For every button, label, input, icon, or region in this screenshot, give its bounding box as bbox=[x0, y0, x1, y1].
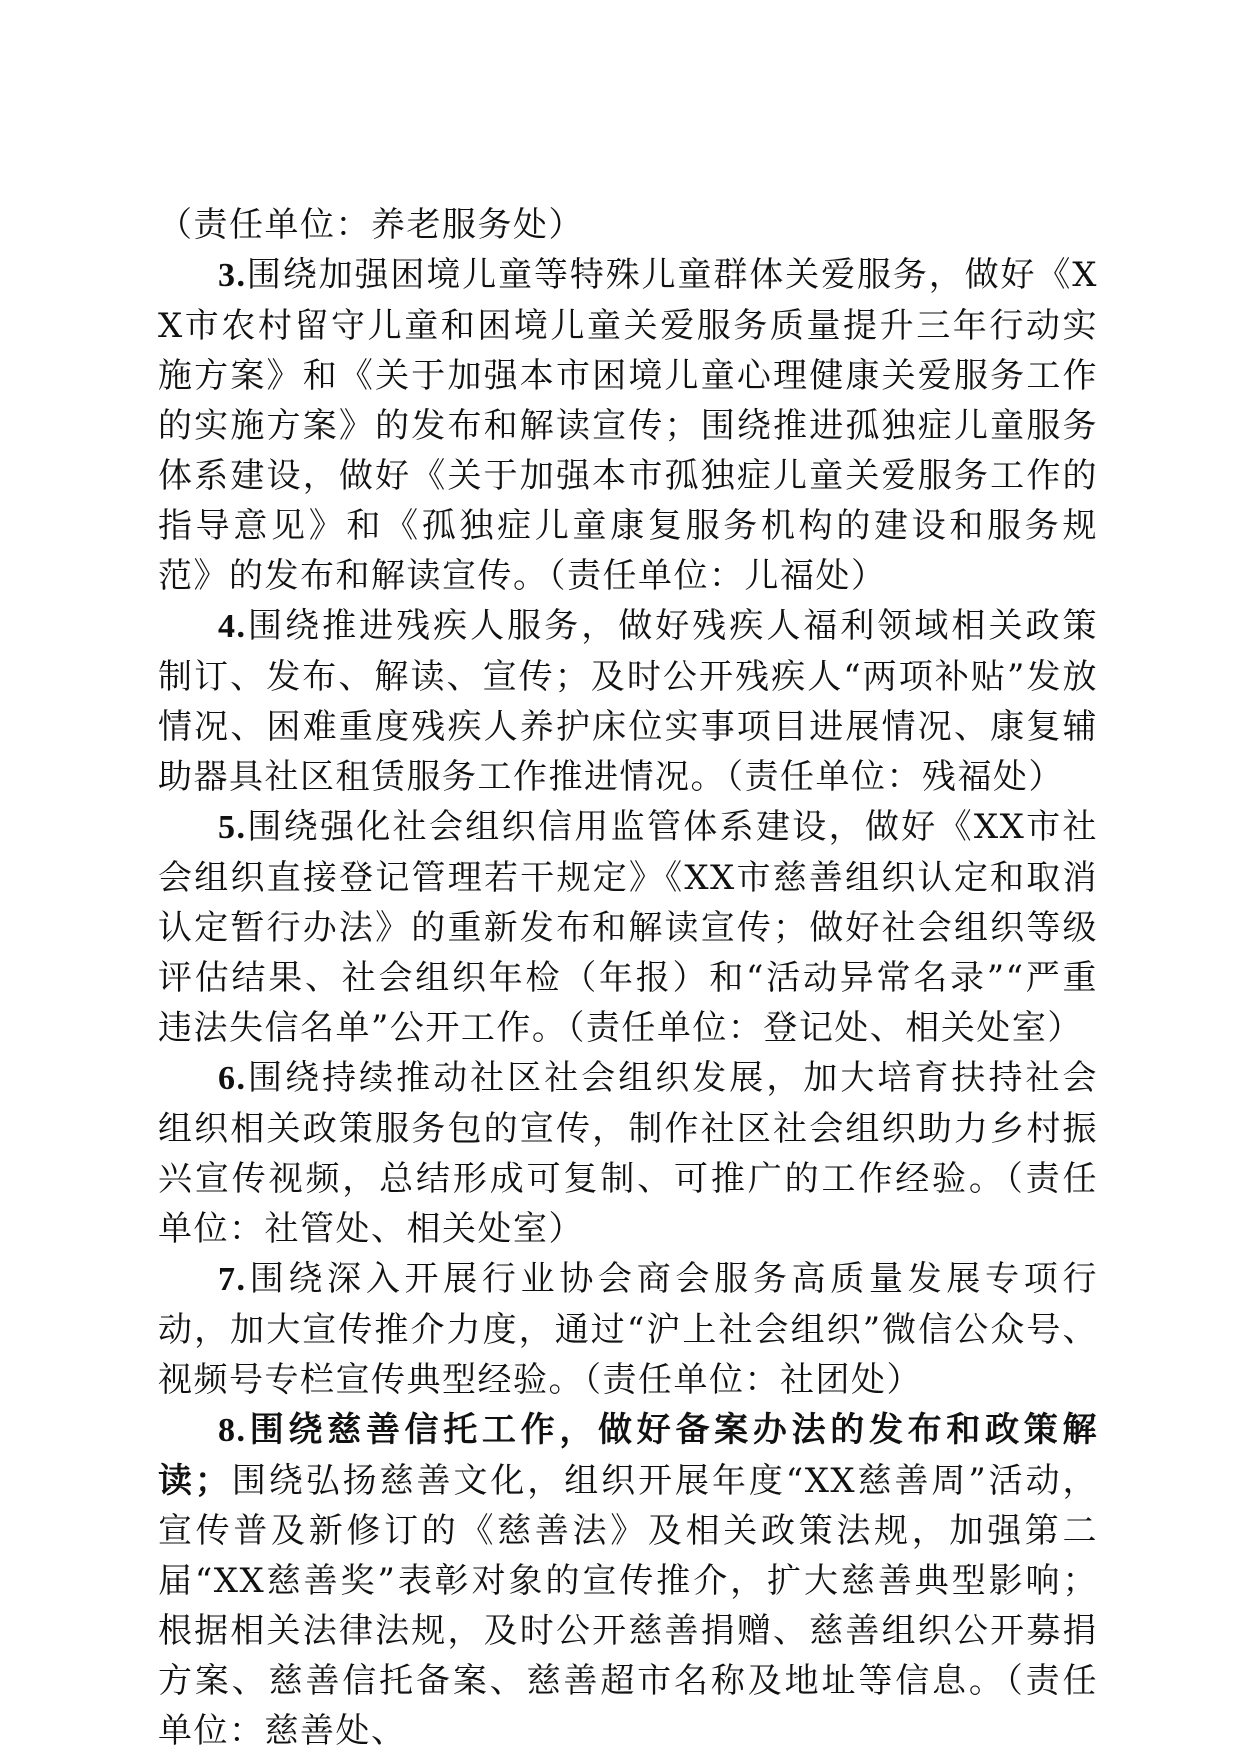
item-5-number: 5. bbox=[218, 809, 247, 846]
item-7-text: 围绕深入开展行业协会商会服务高质量发展专项行动，加大宣传推介力度，通过“沪上社会组织”微信公众号、视频号专栏宣传典型经验。（责任单位：社团处） bbox=[158, 1259, 1098, 1400]
item-6 bbox=[158, 1053, 1098, 1254]
item-4-text: 围绕推进残疾人服务，做好残疾人福利领域相关政策制订、发布、解读、宣传；及时公开残疾人“两项补贴”发放情况、困难重度残疾人养护床位实事项目进展情况、康复辅助器具社区租赁服务工作推进情况。（责任单位：残福处） bbox=[158, 606, 1098, 797]
item-5 bbox=[158, 802, 1098, 1053]
item-3-text: 围绕加强困境儿童等特殊儿童群体关爱服务，做好《XX市农村留守儿童和困境儿童关爱服务质量提升三年行动实施方案》和《关于加强本市困境儿童心理健康关爱服务工作的实施方案》的发布和解读宣传；围绕推进孤独症儿童服务体系建设，做好《关于加强本市孤独症儿童关爱服务工作的指导意见》和《孤独症儿童康复服务机构的建设和服务规范》的发布和解读宣传。（责任单位：儿福处） bbox=[158, 255, 1098, 596]
item-5-text: 围绕强化社会组织信用监管体系建设，做好《XX市社会组织直接登记管理若干规定》《XX市慈善组织认定和取消认定暂行办法》的重新发布和解读宣传；做好社会组织等级评估结果、社会组织年检（年报）和“活动异常名录”“严重违法失信名单”公开工作。（责任单位：登记处、相关处室） bbox=[158, 807, 1098, 1048]
item-3-number: 3. bbox=[218, 257, 247, 294]
item-7-number: 7. bbox=[218, 1261, 247, 1298]
item-4-number: 4. bbox=[218, 608, 247, 645]
item-7 bbox=[158, 1254, 1098, 1405]
document-page bbox=[158, 200, 1098, 1756]
intro-line bbox=[158, 200, 1098, 250]
item-4 bbox=[158, 601, 1098, 802]
item-6-number: 6. bbox=[218, 1060, 247, 1097]
item-8 bbox=[158, 1405, 1098, 1756]
item-8-bold-text: 围绕慈善信托工作，做好备案办法的发布和政策解读； bbox=[158, 1410, 1098, 1501]
item-6-text: 围绕持续推动社区社会组织发展，加大培育扶持社会组织相关政策服务包的宣传，制作社区社会组织助力乡村振兴宣传视频，总结形成可复制、可推广的工作经验。（责任单位：社管处、相关处室） bbox=[158, 1058, 1098, 1249]
intro-line-text: （责任单位：养老服务处） bbox=[158, 205, 584, 245]
item-8-number: 8. bbox=[218, 1412, 247, 1449]
item-8-text: 围绕弘扬慈善文化，组织开展年度“XX慈善周”活动，宣传普及新修订的《慈善法》及相关政策法规，加强第二届“XX慈善奖”表彰对象的宣传推介，扩大慈善典型影响；根据相关法律法规，及时公开慈善捐赠、慈善组织公开募捐方案、慈善信托备案、慈善超市名称及地址等信息。（责任单位：慈善处、 bbox=[158, 1461, 1098, 1751]
item-3 bbox=[158, 250, 1098, 601]
